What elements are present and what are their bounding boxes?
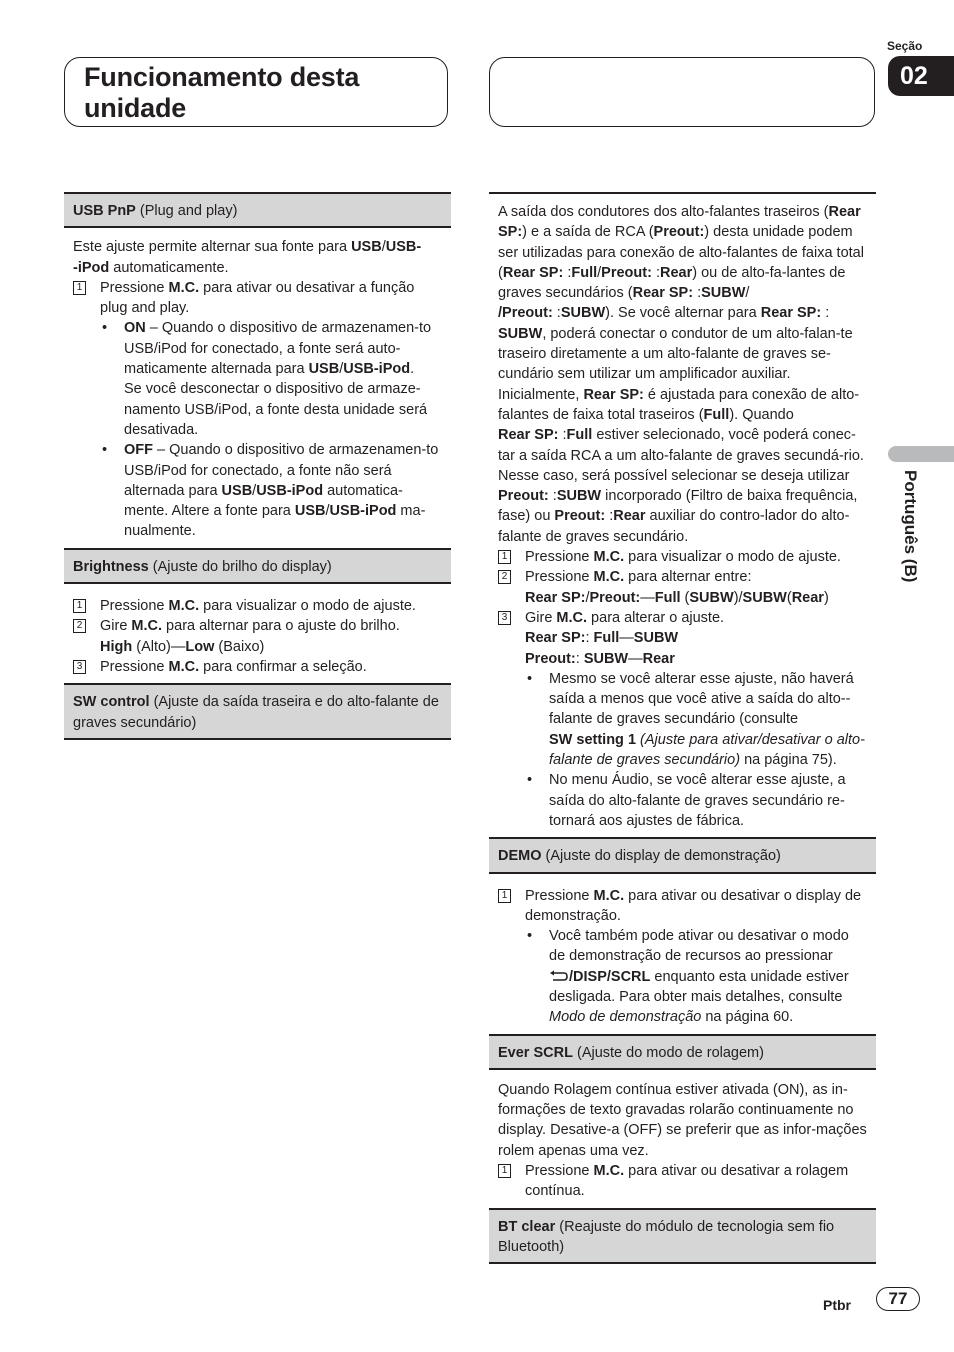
brightness-body — [64, 584, 451, 683]
sw-control-body — [489, 192, 876, 837]
sw-control-note-2: • No menu Áudio, se você alterar esse ajuste, a saída do alto-falante de graves secundário re-tornará aos ajustes de fábrica. — [527, 772, 846, 829]
usb-pnp-on-item: • ON – Quando o dispositivo de armazenamen-to USB/iPod for conectado, a fonte será auto-maticamente alternada para USB/USB-iPod. Se você desconectar o dispositivo de armaze-namento USB/iPod, a fonte desta unidade será desativada. — [102, 320, 432, 438]
usb-pnp-body — [64, 228, 451, 547]
step-number-icon: 1 — [498, 1164, 511, 1178]
page-title: Funcionamento desta unidade — [84, 62, 360, 123]
left-column — [64, 192, 451, 740]
page-number: 77 — [876, 1287, 920, 1311]
sw-control-step-2: 2 Pressione M.C. para alternar entre: Rear SP:/Preout:—Full (SUBW)/SUBW(Rear) — [498, 567, 867, 608]
sw-control-header: SW control (Ajuste da saída traseira e do alto-falante de graves secundário) — [64, 683, 451, 740]
usb-pnp-off-item: • OFF – Quando o dispositivo de armazenamen-to USB/iPod for conectado, a fonte não será alternada para USB/USB-iPod automatica-mente. Altere a fonte para USB/USB-iPod ma-nualmente. — [102, 442, 439, 540]
language-tab-bar — [888, 446, 954, 462]
brightness-step-3: 3 Pressione M.C. para confirmar a seleção. — [73, 657, 442, 677]
sw-control-note-1: • Mesmo se você alterar esse ajuste, não haverá saída a menos que você ative a saída do alto--falante de graves secundário (consulte SW setting 1 (Ajuste para ativar/desativar o alto-falante de graves secundário) na página 75). — [527, 670, 865, 769]
usb-pnp-step-1: 1 Pressione M.C. para ativar ou desativar a função plug and play. — [73, 278, 442, 319]
usb-pnp-intro: Este ajuste permite alternar sua fonte para USB/USB- -iPod automaticamente. — [73, 239, 422, 276]
sw-control-step-3: 3 Gire M.C. para alterar o ajuste. Rear SP:: Full—SUBW Preout:: SUBW—Rear — [498, 608, 867, 669]
demo-step-1: 1 Pressione M.C. para ativar ou desativar o display de demonstração. — [498, 886, 867, 927]
sw-control-para-2: Inicialmente, Rear SP: é ajustada para conexão de alto-falantes de faixa total traseiros (Full). Quando Rear SP: :Full estiver selecionado, você poderá conec-tar a saída RCA a um alto-falante de graves secundá-rio. Nesse caso, será possível selecionar se deseja utilizar Preout: :SUBW incorporado (Filtro de baixa frequência, fase) ou Preout: :Rear auxiliar do contro-lador do alto-falante de graves secundário. — [498, 386, 864, 545]
page-title-box — [64, 57, 448, 127]
step-number-icon: 3 — [73, 660, 86, 674]
step-number-icon: 1 — [73, 599, 86, 613]
step-number-icon: 3 — [498, 611, 511, 625]
section-label: Seção — [887, 39, 923, 53]
return-arrow-icon — [549, 970, 569, 982]
footer-language-code: Ptbr — [823, 1297, 851, 1313]
ever-scrl-header: Ever SCRL (Ajuste do modo de rolagem) — [489, 1034, 876, 1070]
demo-header: DEMO (Ajuste do display de demonstração) — [489, 837, 876, 873]
step-number-icon: 1 — [498, 550, 511, 564]
ever-scrl-step-1: 1 Pressione M.C. para ativar ou desativar a rolagem contínua. — [498, 1161, 867, 1202]
ever-scrl-body — [489, 1070, 876, 1208]
brightness-step-1: 1 Pressione M.C. para visualizar o modo de ajuste. — [73, 596, 442, 616]
right-column — [489, 192, 876, 1264]
step-number-icon: 1 — [498, 889, 511, 903]
step-number-icon: 2 — [498, 570, 511, 584]
sw-control-step-1: 1 Pressione M.C. para visualizar o modo de ajuste. — [498, 547, 867, 567]
ever-scrl-para: Quando Rolagem contínua estiver ativada (ON), as in-formações de texto gravadas rolarão continuamente no display. Desative-a (OFF) se preferir que as infor-mações rolem apenas uma vez. — [498, 1081, 867, 1159]
brightness-step-2: 2 Gire M.C. para alternar para o ajuste do brilho. High (Alto)—Low (Baixo) — [73, 616, 442, 657]
section-number-badge: 02 — [888, 56, 954, 96]
brightness-header: Brightness (Ajuste do brilho do display) — [64, 548, 451, 584]
step-number-icon: 1 — [73, 281, 86, 295]
sw-control-para-1: A saída dos condutores dos alto-falantes traseiros (Rear SP:) e a saída de RCA (Preout:) desta unidade podem ser utilizadas para conexão de alto-falantes de faixa total (Rear SP: :Full/Preout: :Rear) ou de alto-fa-lantes de graves secundários (Rear SP: :SUBW/ /Preout: :SUBW). Se você alternar para Rear SP: : SUBW, poderá conectar o condutor de um alto-falan-te traseiro diretamente a um alto-falante de graves se-cundário sem utilizar um amplificador auxiliar. — [498, 204, 864, 383]
usb-pnp-header: USB PnP (Plug and play) — [64, 192, 451, 228]
step-number-icon: 2 — [73, 619, 86, 633]
bt-clear-header: BT clear (Reajuste do módulo de tecnologia sem fio Bluetooth) — [489, 1208, 876, 1265]
demo-body — [489, 874, 876, 1034]
title-box-empty — [489, 57, 875, 127]
language-label: Português (B) — [901, 470, 920, 583]
demo-note: • Você também pode ativar ou desativar o modo de demonstração de recursos ao pressionar /DISP/SCRL enquanto esta unidade estiver desligada. Para obter mais detalhes, consulte Modo de demonstração na página 60. — [527, 928, 849, 1026]
